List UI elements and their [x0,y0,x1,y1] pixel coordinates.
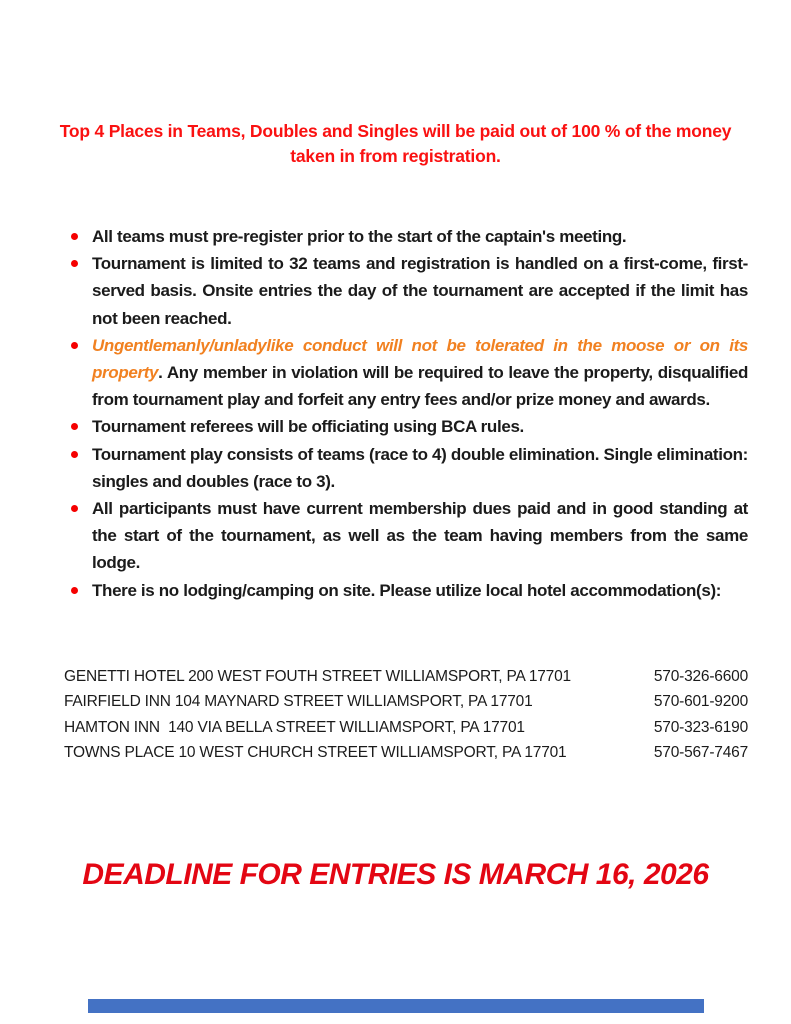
bullet-icon [71,423,78,430]
payout-header: Top 4 Places in Teams, Doubles and Singles will be paid out of 100 % of the money taken in from registration. [59,121,732,166]
bullet-icon [71,505,78,512]
rule-item-membership [64,495,748,577]
bullet-icon [71,342,78,349]
rule-text: All teams must pre-register prior to the start of the captain's meeting. [92,227,627,246]
deadline-banner: DEADLINE FOR ENTRIES IS MARCH 16, 2026 [82,858,709,891]
rule-item-referees [64,413,748,440]
hotel-phone: 570-323-6190 [653,718,748,736]
bullet-icon [71,260,78,267]
footer-accent-bar [88,999,704,1013]
rule-text: All participants must have current membership dues paid and in good standing at the start of the tournament, as well as the team having members from the same lodge. [92,499,748,573]
hotel-row [64,715,748,740]
hotel-phone: 570-326-6600 [653,668,748,685]
hotel-name-address: TOWNS PLACE 10 WEST CHURCH STREET WILLIAMSPORT, PA 17701 [64,744,567,762]
rule-item-preregister [64,223,748,250]
bullet-icon [71,587,78,594]
bullet-icon [71,451,78,458]
hotel-phone: 570-601-9200 [653,693,748,711]
bullet-icon [71,233,78,240]
hotel-row [64,664,748,689]
hotel-phone: 570-567-7467 [653,744,748,762]
rules-list [64,223,748,604]
rule-item-play-format [64,441,748,495]
rule-text: Tournament is limited to 32 teams and registration is handled on a first-come, first-served basis. Onsite entries the day of the tournament are accepted if the limit has not been reached. [92,254,748,328]
rule-item-team-limit [64,250,748,332]
rule-text: Tournament referees will be officiating using BCA rules. [92,417,524,437]
rule-text: Tournament play consists of teams (race to 4) double elimination. Single elimination: singles and doubles (race to 3). [92,444,748,491]
rule-item-conduct [64,332,748,414]
hotel-list [64,664,748,766]
rule-text: . Any member in violation will be required to leave the property, disqualified from tournament play and forfeit any entry fees and/or prize money and awards. [92,363,748,410]
conduct-warning-text: Ungentlemanly/unladylike conduct will not be tolerated in the moose or on its property [92,335,748,383]
hotel-name-address: GENETTI HOTEL 200 WEST FOUTH STREET WILLIAMSPORT, PA 17701 [64,668,571,685]
rule-item-lodging [64,577,748,604]
hotel-name-address: HAMTON INN 140 VIA BELLA STREET WILLIAMSPORT, PA 17701 [64,718,525,736]
rule-text: There is no lodging/camping on site. Please utilize local hotel accommodation(s): [92,580,722,600]
hotel-row [64,689,748,714]
hotel-name-address: FAIRFIELD INN 104 MAYNARD STREET WILLIAMSPORT, PA 17701 [64,693,533,711]
hotel-row [64,740,748,765]
